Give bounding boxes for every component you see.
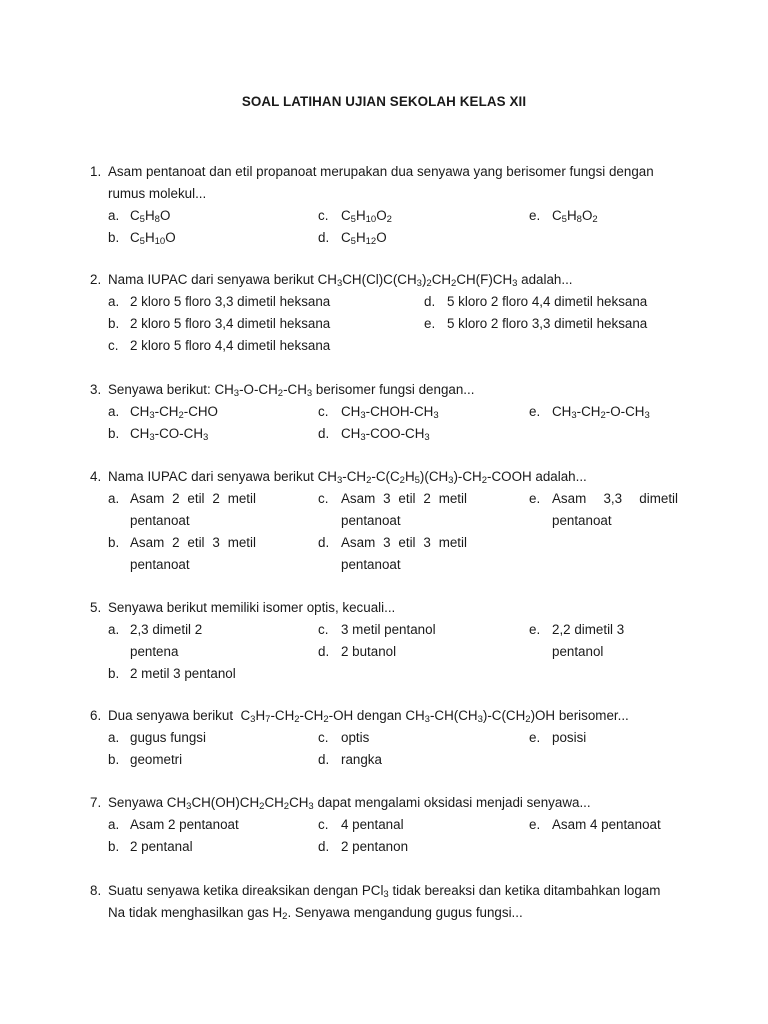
option-c: $CH_3-CHOH-CH_3$: [341, 404, 439, 421]
option-c-letter: c.: [318, 491, 329, 506]
word: 2: [172, 535, 180, 550]
option-b: geometri: [130, 752, 183, 767]
option-b-continued: pentanoat: [130, 557, 190, 572]
option-c-letter: c.: [318, 622, 329, 637]
option-d-letter: d.: [318, 839, 330, 854]
option-e: posisi: [552, 730, 587, 745]
question-stem: Asam pentanoat dan etil propanoat merupakan dua senyawa yang berisomer fungsi dengan: [108, 164, 654, 179]
option-b-letter: b.: [108, 752, 120, 767]
option-b: 2 metil 3 pentanol: [130, 666, 236, 681]
option-b-letter: b.: [108, 426, 120, 441]
option-e: [552, 488, 678, 510]
word: etil: [187, 535, 205, 550]
option-d-letter: d.: [318, 230, 330, 245]
word: 3: [423, 535, 431, 550]
word: Asam: [130, 535, 165, 550]
option-e-letter: e.: [529, 491, 541, 506]
word: Asam: [130, 491, 165, 506]
option-a-continued: pentanoat: [130, 513, 190, 528]
option-a: [130, 488, 256, 510]
option-b-letter: b.: [108, 535, 120, 550]
option-a-letter: a.: [108, 730, 120, 745]
question-number: 1.: [90, 164, 102, 179]
word: 2: [172, 491, 180, 506]
question-number: 2.: [90, 272, 102, 287]
option-c-letter: c.: [318, 730, 329, 745]
option-c: 2 kloro 5 floro 4,4 dimetil heksana: [130, 338, 331, 353]
option-c: $C_5H_{10}O_2$: [341, 208, 392, 225]
option-a: 2,3 dimetil 2: [130, 622, 203, 637]
option-a-letter: a.: [108, 491, 120, 506]
word: Asam: [552, 491, 587, 506]
word: metil: [438, 535, 467, 550]
word: 3: [212, 535, 220, 550]
word: 2: [212, 491, 220, 506]
question-stem-continued: rumus molekul...: [108, 186, 207, 201]
option-c-letter: c.: [108, 338, 119, 353]
option-b-letter: b.: [108, 666, 120, 681]
word: 3,3: [603, 491, 623, 506]
word: metil: [227, 491, 256, 506]
option-c-letter: c.: [318, 208, 329, 223]
option-d: 2 butanol: [341, 644, 397, 659]
option-d-letter: d.: [318, 752, 330, 767]
question-stem-continued: Na tidak menghasilkan gas $H_2$. Senyawa mengandung gugus fungsi...: [108, 905, 523, 922]
word: metil: [438, 491, 467, 506]
option-b: $CH_3-CO-CH_3$: [130, 426, 209, 443]
option-a-letter: a.: [108, 294, 120, 309]
option-d: [341, 532, 467, 554]
option-b: [130, 532, 256, 554]
option-d-letter: d.: [424, 294, 436, 309]
word: 3: [383, 491, 391, 506]
question-number: 8.: [90, 883, 102, 898]
option-b: 2 kloro 5 floro 3,4 dimetil heksana: [130, 316, 331, 331]
option-a-letter: a.: [108, 208, 120, 223]
word: Asam: [341, 491, 376, 506]
option-d: 5 kloro 2 floro 4,4 dimetil heksana: [447, 294, 648, 309]
option-e-continued: pentanol: [552, 644, 604, 659]
option-a: gugus fungsi: [130, 730, 206, 745]
option-c: 4 pentanal: [341, 817, 404, 832]
option-e-letter: e.: [529, 404, 541, 419]
option-a: Asam 2 pentanoat: [130, 817, 239, 832]
word: metil: [227, 535, 256, 550]
question-number: 7.: [90, 795, 102, 810]
question-stem: Senyawa $CH_3CH(OH)CH_2CH_2CH_3$ dapat mengalami oksidasi menjadi senyawa...: [108, 795, 591, 812]
question-stem: Dua senyawa berikut $C_3H_7-CH_2-CH_2-OH$ dengan $CH_3-CH(CH_3)-C(CH_2)OH$ berisomer...: [108, 708, 629, 725]
option-a: 2 kloro 5 floro 3,3 dimetil heksana: [130, 294, 331, 309]
option-d-continued: pentanoat: [341, 557, 401, 572]
option-a: $CH_3-CH_2$-CHO: [130, 404, 218, 421]
word: dimetil: [639, 491, 678, 506]
option-d: $C_5H_{12}O$: [341, 230, 387, 247]
option-e: 2,2 dimetil 3: [552, 622, 625, 637]
option-a: $C_5H_8O$: [130, 208, 171, 225]
option-c: optis: [341, 730, 370, 745]
option-d: rangka: [341, 752, 382, 767]
question-number: 6.: [90, 708, 102, 723]
question-stem: Nama IUPAC dari senyawa berikut $CH_3CH(Cl)C(CH_3)_2CH_2CH(F)CH_3$ adalah...: [108, 272, 573, 289]
question-number: 3.: [90, 382, 102, 397]
option-a-letter: a.: [108, 404, 120, 419]
word: etil: [398, 491, 416, 506]
word: 3: [383, 535, 391, 550]
option-b: $C_5H_{10}O$: [130, 230, 176, 247]
option-a-letter: a.: [108, 817, 120, 832]
option-e: Asam 4 pentanoat: [552, 817, 661, 832]
option-a-letter: a.: [108, 622, 120, 637]
option-c-letter: c.: [318, 817, 329, 832]
option-b: 2 pentanal: [130, 839, 193, 854]
option-c-letter: c.: [318, 404, 329, 419]
word: Asam: [341, 535, 376, 550]
option-a-continued: pentena: [130, 644, 179, 659]
option-d-letter: d.: [318, 426, 330, 441]
option-e: $CH_3-CH_2-O-CH_3$: [552, 404, 650, 421]
option-d: 2 pentanon: [341, 839, 409, 854]
question-stem: Senyawa berikut: $CH_3-O-CH_2-CH_3$ berisomer fungsi dengan...: [108, 382, 475, 399]
option-e-letter: e.: [529, 730, 541, 745]
question-number: 5.: [90, 600, 102, 615]
word: etil: [187, 491, 205, 506]
option-d-letter: d.: [318, 535, 330, 550]
option-e-continued: pentanoat: [552, 513, 612, 528]
question-stem: Suatu senyawa ketika direaksikan dengan PCl$_3$ tidak bereaksi dan ketika ditambahkan logam: [108, 883, 661, 900]
option-b-letter: b.: [108, 839, 120, 854]
option-b-letter: b.: [108, 316, 120, 331]
option-b-letter: b.: [108, 230, 120, 245]
question-stem: Nama IUPAC dari senyawa berikut $CH_3-CH_2-C(C_2H_5)(CH_3)-CH_2$-COOH adalah...: [108, 469, 587, 486]
word: 2: [423, 491, 431, 506]
question-stem: Senyawa berikut memiliki isomer optis, kecuali...: [108, 600, 396, 615]
option-c-continued: pentanoat: [341, 513, 401, 528]
option-c: 3 metil pentanol: [341, 622, 436, 637]
option-c: [341, 488, 467, 510]
page-title: SOAL LATIHAN UJIAN SEKOLAH KELAS XII: [241, 94, 527, 109]
option-e-letter: e.: [424, 316, 436, 331]
option-e: $C_5H_8O_2$: [552, 208, 598, 225]
option-e-letter: e.: [529, 817, 541, 832]
word: etil: [398, 535, 416, 550]
option-d-letter: d.: [318, 644, 330, 659]
option-d: $CH_3-COO-CH_3$: [341, 426, 430, 443]
question-number: 4.: [90, 469, 102, 484]
option-e: 5 kloro 2 floro 3,3 dimetil heksana: [447, 316, 648, 331]
option-e-letter: e.: [529, 208, 541, 223]
option-e-letter: e.: [529, 622, 541, 637]
